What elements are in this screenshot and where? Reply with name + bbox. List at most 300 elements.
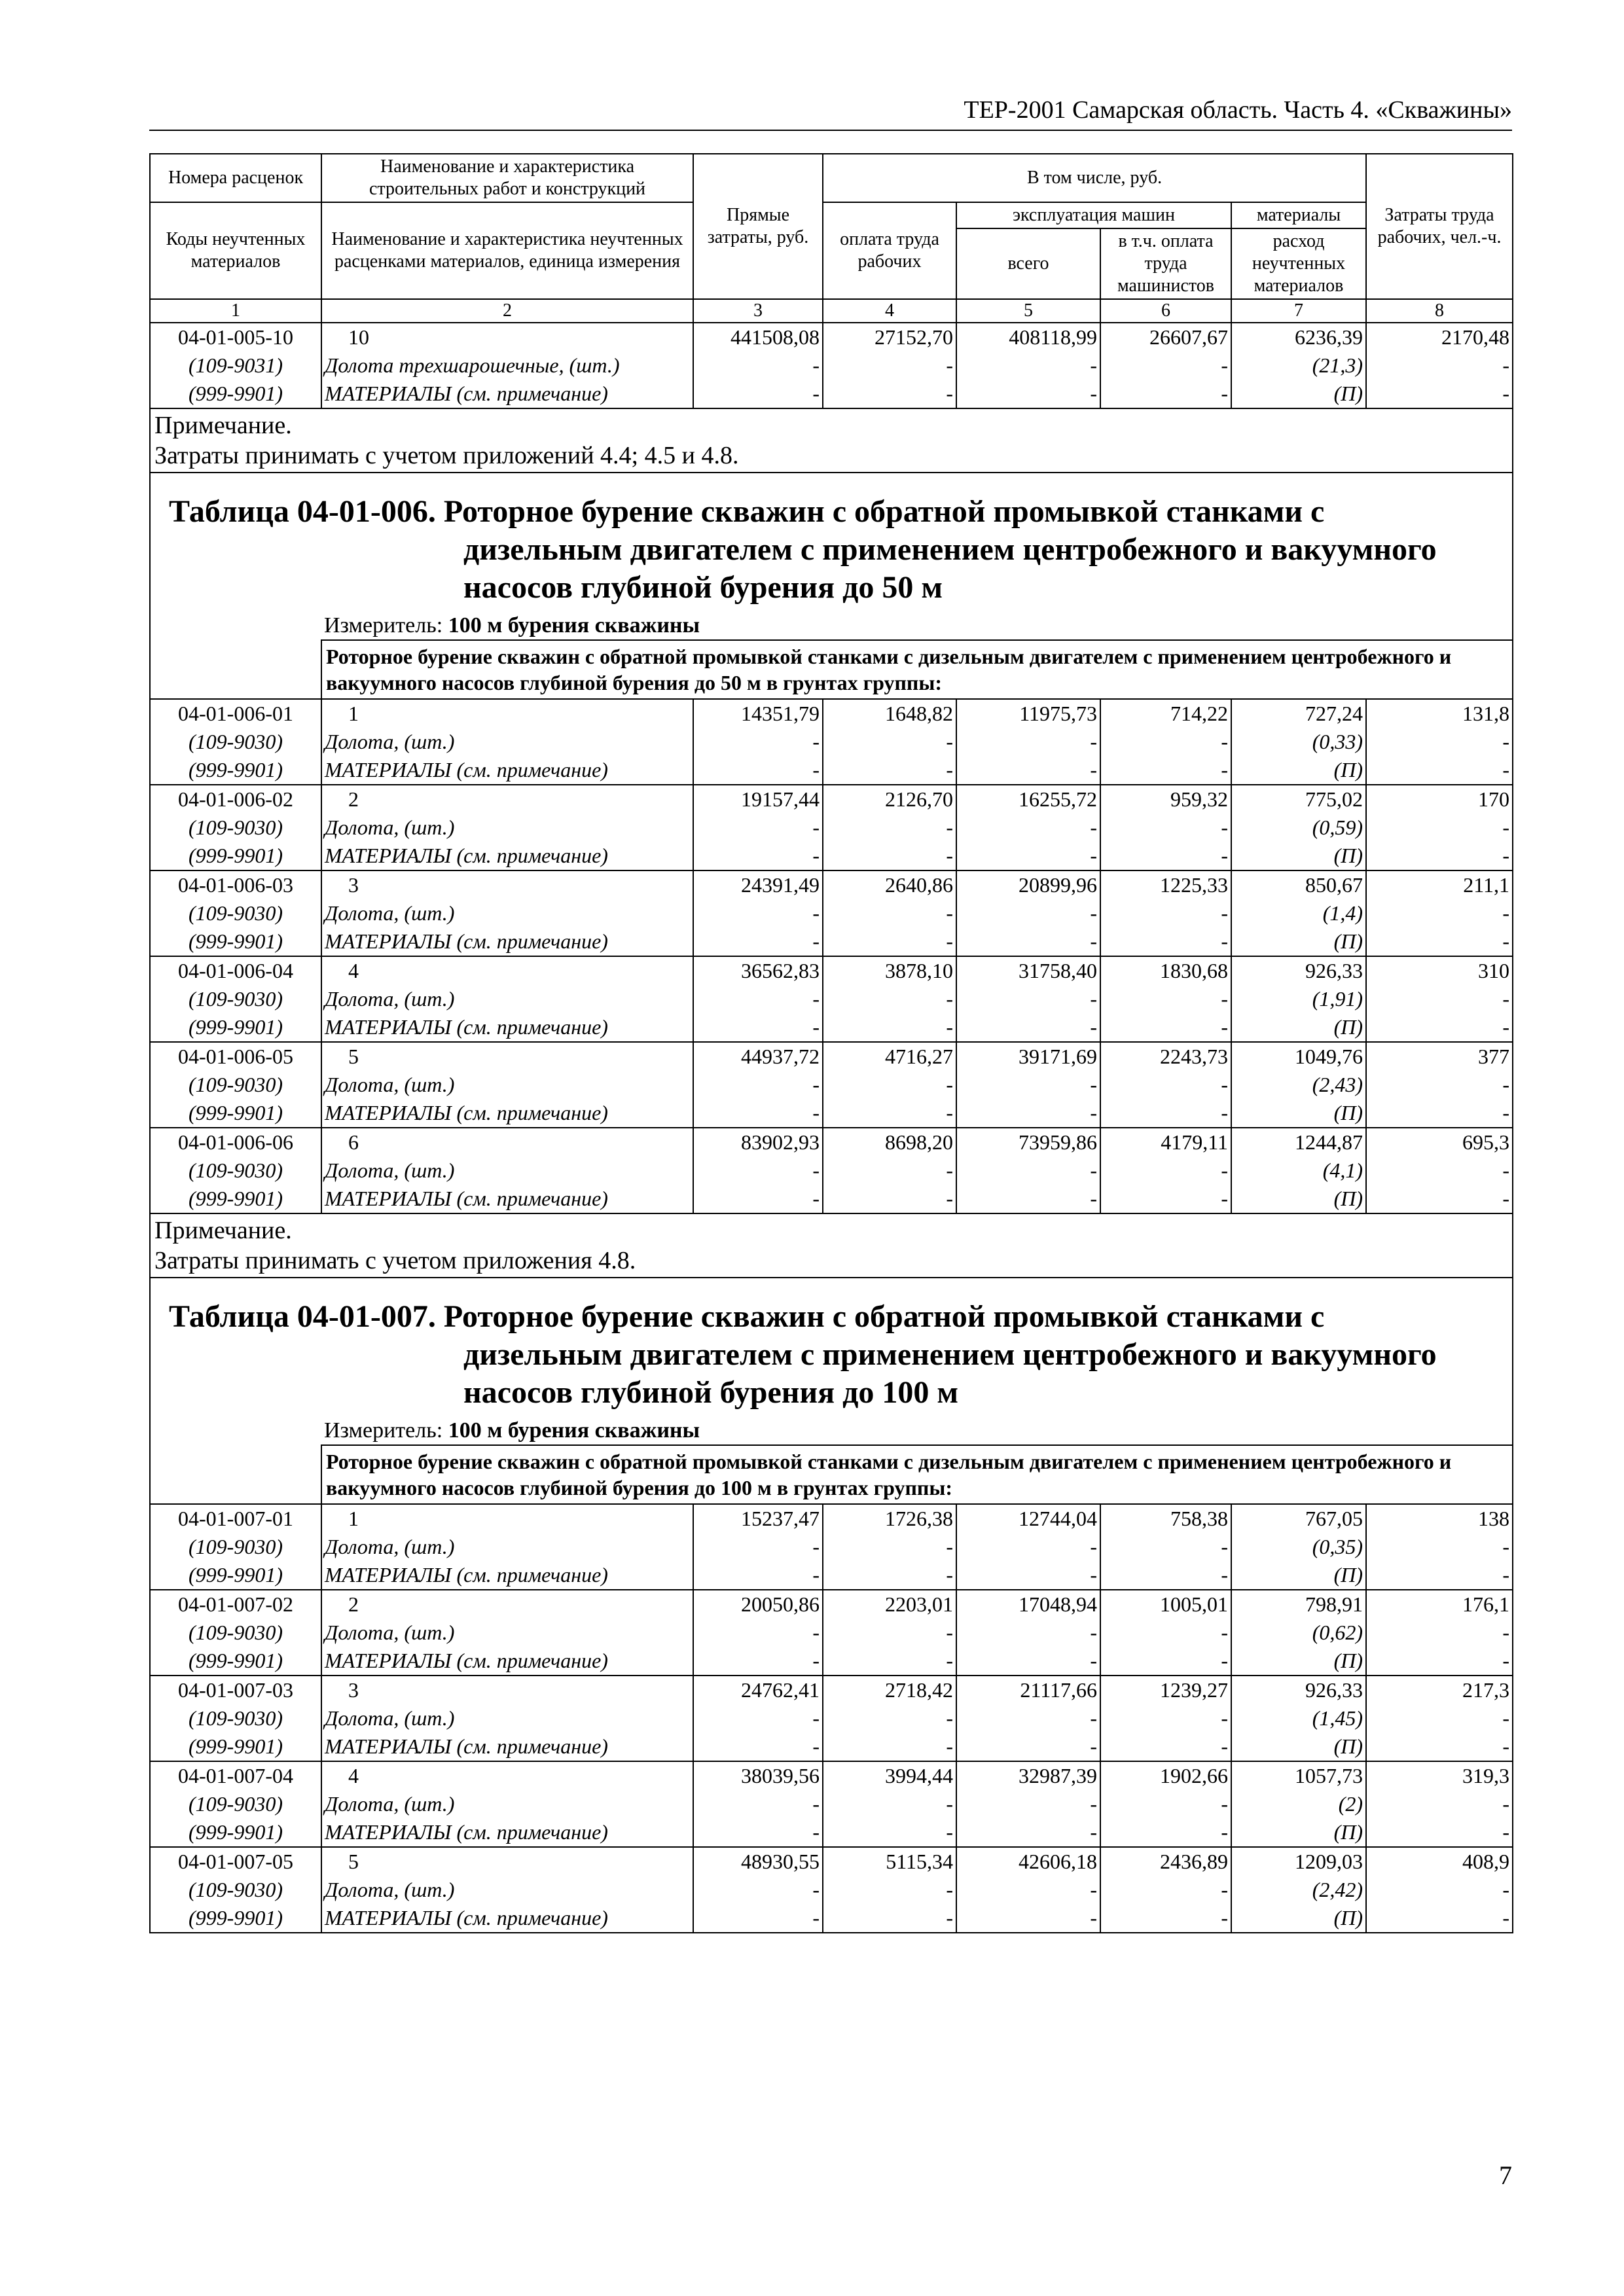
dash: -: [1100, 728, 1231, 756]
dash: -: [1366, 814, 1513, 842]
rate-row: [150, 1847, 1513, 1876]
material-code: (109-9030): [150, 1790, 321, 1818]
worker-pay: 2718,42: [823, 1676, 956, 1704]
machinist-pay: 1902,66: [1100, 1761, 1231, 1790]
rate-code: 04-01-007-01: [150, 1504, 321, 1533]
direct-cost: 20050,86: [693, 1590, 823, 1619]
dash: -: [693, 985, 823, 1013]
material-name: МАТЕРИАЛЫ (см. примечание): [321, 1904, 693, 1933]
worker-pay: 8698,20: [823, 1128, 956, 1157]
dash: -: [1100, 1732, 1231, 1761]
meter-row: [150, 1417, 1513, 1445]
material-row: [150, 1818, 1513, 1847]
dash: -: [823, 351, 956, 380]
dash: -: [823, 1732, 956, 1761]
dash: -: [956, 1071, 1100, 1099]
worker-pay: 2640,86: [823, 870, 956, 899]
dash: -: [1100, 927, 1231, 956]
dash: -: [823, 842, 956, 870]
material-quantity: (П): [1231, 842, 1366, 870]
material-row: [150, 1185, 1513, 1213]
material-row: [150, 1619, 1513, 1647]
dash: -: [693, 1157, 823, 1185]
dash: -: [1366, 1732, 1513, 1761]
material-code: (109-9031): [150, 351, 321, 380]
materials-cost: 6236,39: [1231, 323, 1366, 351]
dash: -: [1366, 1157, 1513, 1185]
rate-name: 2: [321, 1590, 693, 1619]
material-quantity: (0,59): [1231, 814, 1366, 842]
material-quantity: (П): [1231, 380, 1366, 408]
dash: -: [1100, 814, 1231, 842]
rate-code: 04-01-007-04: [150, 1761, 321, 1790]
rate-code: 04-01-007-05: [150, 1847, 321, 1876]
column-number: 7: [1231, 299, 1366, 323]
dash: -: [693, 380, 823, 408]
group-title: Роторное бурение скважин с обратной промывкой станками с дизельным двигателем с применением центробежного и вакуумного насосов глубиной бурения до 50 м в грунтах группы:: [321, 640, 1513, 699]
dash: -: [693, 1533, 823, 1561]
material-code: (109-9030): [150, 814, 321, 842]
dash: -: [1366, 1561, 1513, 1590]
header-material-usage: расход неучтенных материалов: [1231, 228, 1366, 299]
material-row: [150, 728, 1513, 756]
dash: -: [1100, 1876, 1231, 1904]
dash: -: [956, 756, 1100, 785]
dash: -: [1366, 728, 1513, 756]
material-name: Долота, (шт.): [321, 1619, 693, 1647]
machinist-pay: 714,22: [1100, 699, 1231, 728]
material-quantity: (1,91): [1231, 985, 1366, 1013]
material-name: Долота, (шт.): [321, 728, 693, 756]
material-quantity: (П): [1231, 1099, 1366, 1128]
note-row: [150, 408, 1513, 473]
column-number: 8: [1366, 299, 1513, 323]
material-row: [150, 985, 1513, 1013]
rate-name: 1: [321, 1504, 693, 1533]
dash: -: [1100, 351, 1231, 380]
dash: -: [1366, 1071, 1513, 1099]
material-name: МАТЕРИАЛЫ (см. примечание): [321, 1185, 693, 1213]
rate-name: 5: [321, 1042, 693, 1071]
page-header: ТЕР-2001 Самарская область. Часть 4. «Скважины»: [149, 92, 1512, 131]
rate-name: 1: [321, 699, 693, 728]
material-row: [150, 1704, 1513, 1732]
dash: -: [1366, 1818, 1513, 1847]
machinist-pay: 758,38: [1100, 1504, 1231, 1533]
material-name: МАТЕРИАЛЫ (см. примечание): [321, 1818, 693, 1847]
dash: -: [693, 1647, 823, 1676]
material-row: [150, 1876, 1513, 1904]
rate-code: 04-01-006-05: [150, 1042, 321, 1071]
labor-hours: 217,3: [1366, 1676, 1513, 1704]
worker-pay: 5115,34: [823, 1847, 956, 1876]
note-text: Затраты принимать с учетом приложений 4.4; 4.5 и 4.8.: [154, 442, 739, 469]
material-row: [150, 1790, 1513, 1818]
rate-code: 04-01-006-06: [150, 1128, 321, 1157]
rate-row: [150, 1128, 1513, 1157]
labor-hours: 377: [1366, 1042, 1513, 1071]
material-row: [150, 899, 1513, 927]
dash: -: [956, 1876, 1100, 1904]
worker-pay: 4716,27: [823, 1042, 956, 1071]
note-row: [150, 1213, 1513, 1278]
material-quantity: (1,45): [1231, 1704, 1366, 1732]
material-name: Долота трехшарошечные, (шт.): [321, 351, 693, 380]
material-name: МАТЕРИАЛЫ (см. примечание): [321, 1647, 693, 1676]
machinist-pay: 1239,27: [1100, 1676, 1231, 1704]
rate-row: [150, 1761, 1513, 1790]
dash: -: [1366, 1704, 1513, 1732]
materials-cost: 775,02: [1231, 785, 1366, 814]
material-quantity: (1,4): [1231, 899, 1366, 927]
dash: -: [1100, 1647, 1231, 1676]
column-number: 1: [150, 299, 321, 323]
rate-code: 04-01-006-01: [150, 699, 321, 728]
direct-cost: 36562,83: [693, 956, 823, 985]
dash: -: [693, 1904, 823, 1933]
materials-cost: 1244,87: [1231, 1128, 1366, 1157]
material-name: МАТЕРИАЛЫ (см. примечание): [321, 1099, 693, 1128]
labor-hours: 211,1: [1366, 870, 1513, 899]
dash: -: [823, 1904, 956, 1933]
dash: -: [693, 1619, 823, 1647]
rate-name: 5: [321, 1847, 693, 1876]
direct-cost: 44937,72: [693, 1042, 823, 1071]
column-number: 3: [693, 299, 823, 323]
dash: -: [693, 1071, 823, 1099]
dash: -: [1100, 1013, 1231, 1042]
material-quantity: (П): [1231, 1185, 1366, 1213]
material-quantity: (П): [1231, 1818, 1366, 1847]
material-code: (109-9030): [150, 1704, 321, 1732]
dash: -: [956, 814, 1100, 842]
worker-pay: 3878,10: [823, 956, 956, 985]
note-label: Примечание.: [154, 1217, 292, 1244]
worker-pay: 3994,44: [823, 1761, 956, 1790]
material-name: МАТЕРИАЛЫ (см. примечание): [321, 756, 693, 785]
dash: -: [1100, 1790, 1231, 1818]
dash: -: [823, 728, 956, 756]
material-code: (999-9901): [150, 1732, 321, 1761]
dash: -: [1100, 1185, 1231, 1213]
machine-total: 16255,72: [956, 785, 1100, 814]
direct-cost: 15237,47: [693, 1504, 823, 1533]
dash: -: [956, 1619, 1100, 1647]
material-code: (999-9901): [150, 1904, 321, 1933]
dash: -: [1366, 380, 1513, 408]
dash: -: [956, 1732, 1100, 1761]
dash: -: [693, 756, 823, 785]
header-material-codes: Коды неучтенных материалов: [150, 202, 321, 299]
dash: -: [1366, 1647, 1513, 1676]
material-code: (109-9030): [150, 1157, 321, 1185]
dash: -: [1366, 1533, 1513, 1561]
dash: -: [956, 1818, 1100, 1847]
machinist-pay: 1005,01: [1100, 1590, 1231, 1619]
machine-total: 21117,66: [956, 1676, 1100, 1704]
material-name: Долота, (шт.): [321, 899, 693, 927]
labor-hours: 176,1: [1366, 1590, 1513, 1619]
rate-row: [150, 1504, 1513, 1533]
table-title-line1: Роторное бурение скважин с обратной промывкой станками с: [443, 1299, 1325, 1334]
dash: -: [956, 927, 1100, 956]
material-row: [150, 1157, 1513, 1185]
materials-cost: 767,05: [1231, 1504, 1366, 1533]
rate-code: 04-01-006-04: [150, 956, 321, 985]
labor-hours: 2170,48: [1366, 323, 1513, 351]
rate-code: 04-01-007-03: [150, 1676, 321, 1704]
rate-row: [150, 1676, 1513, 1704]
dash: -: [823, 927, 956, 956]
material-row: [150, 1732, 1513, 1761]
dash: -: [1366, 842, 1513, 870]
material-quantity: (2): [1231, 1790, 1366, 1818]
material-quantity: (0,33): [1231, 728, 1366, 756]
material-quantity: (0,35): [1231, 1533, 1366, 1561]
material-name: МАТЕРИАЛЫ (см. примечание): [321, 927, 693, 956]
dash: -: [1366, 1904, 1513, 1933]
note: [150, 408, 1513, 473]
header-rate-numbers: Номера расценок: [150, 154, 321, 202]
table-title: [169, 493, 1508, 607]
material-code: (109-9030): [150, 899, 321, 927]
material-code: (109-9030): [150, 1619, 321, 1647]
dash: -: [1366, 927, 1513, 956]
machinist-pay: 4179,11: [1100, 1128, 1231, 1157]
material-code: (999-9901): [150, 1561, 321, 1590]
note-label: Примечание.: [154, 412, 292, 439]
direct-cost: 14351,79: [693, 699, 823, 728]
material-row: [150, 351, 1513, 380]
dash: -: [823, 985, 956, 1013]
material-name: МАТЕРИАЛЫ (см. примечание): [321, 1013, 693, 1042]
labor-hours: 138: [1366, 1504, 1513, 1533]
materials-cost: 727,24: [1231, 699, 1366, 728]
dash: -: [1100, 1533, 1231, 1561]
material-quantity: (П): [1231, 927, 1366, 956]
dash: -: [693, 728, 823, 756]
dash: -: [1366, 1790, 1513, 1818]
dash: -: [693, 1099, 823, 1128]
rate-code: 04-01-007-02: [150, 1590, 321, 1619]
dash: -: [1100, 756, 1231, 785]
meter: [321, 1417, 1513, 1445]
material-name: МАТЕРИАЛЫ (см. примечание): [321, 380, 693, 408]
dash: -: [1100, 380, 1231, 408]
machine-total: 408118,99: [956, 323, 1100, 351]
column-numbers-row: [150, 299, 1513, 323]
rate-name: 4: [321, 1761, 693, 1790]
machine-total: 42606,18: [956, 1847, 1100, 1876]
header-materials: материалы: [1231, 202, 1366, 228]
material-quantity: (4,1): [1231, 1157, 1366, 1185]
dash: -: [823, 1619, 956, 1647]
dash: -: [823, 1013, 956, 1042]
rate-code: 04-01-005-10: [150, 323, 321, 351]
dash: -: [1366, 1013, 1513, 1042]
dash: -: [693, 1561, 823, 1590]
dash: -: [823, 899, 956, 927]
dash: -: [956, 1157, 1100, 1185]
materials-cost: 1049,76: [1231, 1042, 1366, 1071]
material-name: Долота, (шт.): [321, 814, 693, 842]
table-title-line2: дизельным двигателем с применением центробежного и вакуумного: [463, 532, 1437, 567]
rate-row: [150, 956, 1513, 985]
machinist-pay: 2436,89: [1100, 1847, 1231, 1876]
material-row: [150, 814, 1513, 842]
group-row: [150, 640, 1513, 699]
dash: -: [1366, 1099, 1513, 1128]
material-quantity: (2,42): [1231, 1876, 1366, 1904]
material-code: (109-9030): [150, 728, 321, 756]
material-name: Долота, (шт.): [321, 1533, 693, 1561]
rate-code: 04-01-006-03: [150, 870, 321, 899]
machine-total: 20899,96: [956, 870, 1100, 899]
dash: -: [693, 1013, 823, 1042]
material-name: Долота, (шт.): [321, 1704, 693, 1732]
material-quantity: (0,62): [1231, 1619, 1366, 1647]
dash: -: [1366, 899, 1513, 927]
header-row-1: [150, 154, 1513, 202]
machinist-pay: 2243,73: [1100, 1042, 1231, 1071]
material-row: [150, 1561, 1513, 1590]
dash: -: [693, 927, 823, 956]
material-code: (999-9901): [150, 1013, 321, 1042]
dash: -: [956, 842, 1100, 870]
worker-pay: 1648,82: [823, 699, 956, 728]
dash: -: [823, 1876, 956, 1904]
dash: -: [1100, 1071, 1231, 1099]
header-row-2: [150, 202, 1513, 228]
labor-hours: 170: [1366, 785, 1513, 814]
meter-value: 100 м бурения скважины: [448, 1418, 700, 1443]
dash: -: [956, 380, 1100, 408]
dash: -: [1366, 1185, 1513, 1213]
machine-total: 73959,86: [956, 1128, 1100, 1157]
dash: -: [956, 1790, 1100, 1818]
dash: -: [693, 1876, 823, 1904]
dash: -: [956, 728, 1100, 756]
material-row: [150, 1099, 1513, 1128]
dash: -: [956, 1185, 1100, 1213]
table-title-line2: дизельным двигателем с применением центробежного и вакуумного: [463, 1337, 1437, 1372]
rate-name: 3: [321, 1676, 693, 1704]
material-row: [150, 1071, 1513, 1099]
dash: -: [823, 814, 956, 842]
material-name: МАТЕРИАЛЫ (см. примечание): [321, 842, 693, 870]
machinist-pay: 26607,67: [1100, 323, 1231, 351]
table-heading: [150, 1278, 1513, 1417]
machine-total: 11975,73: [956, 699, 1100, 728]
dash: -: [1100, 1704, 1231, 1732]
dash: -: [956, 985, 1100, 1013]
table-title: [169, 1298, 1508, 1412]
dash: -: [956, 899, 1100, 927]
dash: -: [823, 1099, 956, 1128]
dash: -: [1366, 1876, 1513, 1904]
direct-cost: 24391,49: [693, 870, 823, 899]
dash: -: [1100, 1099, 1231, 1128]
material-quantity: (П): [1231, 756, 1366, 785]
material-code: (999-9901): [150, 1185, 321, 1213]
material-name: МАТЕРИАЛЫ (см. примечание): [321, 1561, 693, 1590]
meter-value: 100 м бурения скважины: [448, 613, 700, 637]
rate-name: 3: [321, 870, 693, 899]
dash: -: [823, 1071, 956, 1099]
material-code: (109-9030): [150, 1876, 321, 1904]
dash: -: [1100, 1157, 1231, 1185]
dash: -: [1100, 842, 1231, 870]
group-row: [150, 1445, 1513, 1504]
material-row: [150, 1533, 1513, 1561]
dash: -: [693, 842, 823, 870]
machinist-pay: 1830,68: [1100, 956, 1231, 985]
table-007-body: [150, 1504, 1513, 1933]
header-worker-pay: оплата труда рабочих: [823, 202, 956, 299]
material-row: [150, 927, 1513, 956]
dash: -: [693, 351, 823, 380]
meter-label: Измеритель:: [324, 1418, 443, 1443]
material-code: (999-9901): [150, 1818, 321, 1847]
direct-cost: 441508,08: [693, 323, 823, 351]
material-code: (999-9901): [150, 380, 321, 408]
dash: -: [693, 1790, 823, 1818]
dash: -: [693, 814, 823, 842]
meter: [321, 612, 1513, 640]
dash: -: [1366, 756, 1513, 785]
table-heading: [150, 473, 1513, 612]
material-name: Долота, (шт.): [321, 1876, 693, 1904]
header-labor-hours: Затраты труда рабочих, чел.-ч.: [1366, 154, 1513, 299]
rate-row: [150, 1042, 1513, 1071]
dash: -: [693, 1732, 823, 1761]
rate-name: 10: [321, 323, 693, 351]
dash: -: [1100, 1818, 1231, 1847]
dash: -: [693, 1818, 823, 1847]
header-including: В том числе, руб.: [823, 154, 1366, 202]
material-row: [150, 842, 1513, 870]
labor-hours: 319,3: [1366, 1761, 1513, 1790]
column-number: 4: [823, 299, 956, 323]
table-heading-row: [150, 1278, 1513, 1417]
table-title-line3: насосов глубиной бурения до 100 м: [463, 1375, 959, 1410]
material-code: (109-9030): [150, 1533, 321, 1561]
material-row: [150, 756, 1513, 785]
column-number: 5: [956, 299, 1100, 323]
rate-row: [150, 323, 1513, 351]
dash: -: [1100, 1561, 1231, 1590]
materials-cost: 1209,03: [1231, 1847, 1366, 1876]
dash: -: [693, 899, 823, 927]
material-code: (109-9030): [150, 1071, 321, 1099]
material-quantity: (21,3): [1231, 351, 1366, 380]
column-number: 2: [321, 299, 693, 323]
dash: -: [1366, 1619, 1513, 1647]
material-code: (109-9030): [150, 985, 321, 1013]
column-number: 6: [1100, 299, 1231, 323]
material-row: [150, 1647, 1513, 1676]
rate-name: 2: [321, 785, 693, 814]
table-006-body: [150, 699, 1513, 1213]
materials-cost: 926,33: [1231, 956, 1366, 985]
table-title-line3: насосов глубиной бурения до 50 м: [463, 570, 943, 605]
dash: -: [956, 1647, 1100, 1676]
dash: -: [693, 1704, 823, 1732]
note-text: Затраты принимать с учетом приложения 4.8.: [154, 1247, 636, 1274]
material-code: (999-9901): [150, 1099, 321, 1128]
machine-total: 39171,69: [956, 1042, 1100, 1071]
dash: -: [956, 1904, 1100, 1933]
